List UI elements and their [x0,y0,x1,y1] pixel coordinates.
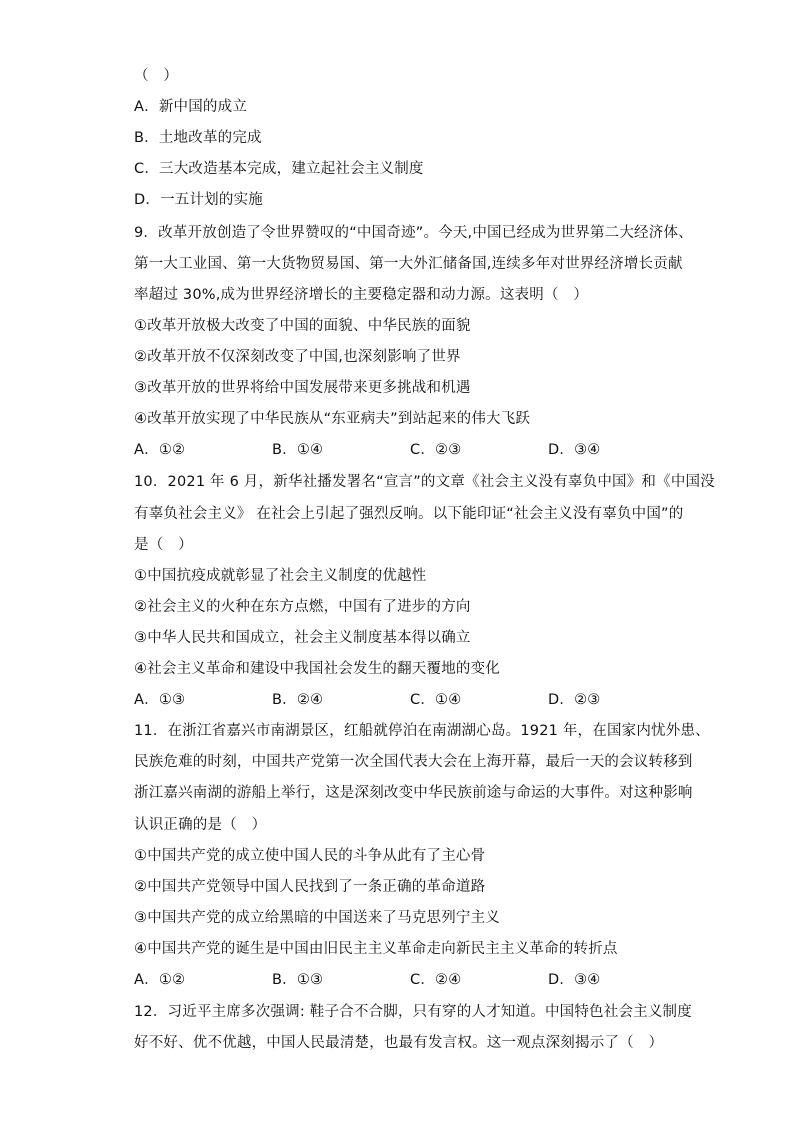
q10-stem-line-1: 10．2021 年 6 月，新华社播发署名“宣言”的文章《社会主义没有辜负中国》和《中国没 [134,474,715,490]
q9-statement-3: ③改革开放的世界将给中国发展带来更多挑战和机遇 [134,380,471,396]
q10-statement-1: ①中国抗疫成就彰显了社会主义制度的优越性 [134,568,427,584]
q8-option-b: B．土地改革的完成 [134,130,262,146]
q12-stem-line-1: 12．习近平主席多次强调: 鞋子合不合脚，只有穿的人才知道。中国特色社会主义制度 [134,1004,692,1020]
q9-option-d: D．③④ [548,442,601,458]
q10-statement-4: ④社会主义革命和建设中我国社会发生的翻天覆地的变化 [134,661,500,677]
answer-bracket: （ ） [134,68,179,84]
q10-statement-3: ③中华人民共和国成立，社会主义制度基本得以确立 [134,630,471,646]
q11-statement-1: ①中国共产党的成立使中国人民的斗争从此有了主心骨 [134,848,486,864]
q11-stem-line-2: 民族危难的时刻，中国共产党第一次全国代表大会在上海开幕，最后一天的会议转移到 [134,754,693,770]
q10-option-c: C．①④ [410,692,462,708]
q12-stem-line-2: 好不好、优不优越，中国人民最清楚，也最有发言权。这一观点深刻揭示了（ ） [134,1035,664,1051]
q11-statement-3: ③中国共产党的成立给黑暗的中国送来了马克思列宁主义 [134,910,500,926]
q9-stem-line-1: 9．改革开放创造了令世界赞叹的“中国奇迹”。今天,中国已经成为世界第二大经济体、 [134,225,693,241]
q8-option-a: A．新中国的成立 [134,99,248,115]
q11-stem-line-3: 浙江嘉兴南湖的游船上举行，这是深刻改变中华民族前途与命运的大事件。对这种影响 [134,785,693,801]
q9-option-c: C．②③ [410,442,462,458]
q9-option-b: B．①④ [272,442,324,458]
q10-option-a: A．①③ [134,692,186,708]
q9-stem-line-3: 率超过 30%,成为世界经济增长的主要稳定器和动力源。这表明（ ） [134,287,589,303]
q11-option-a: A．①② [134,972,186,988]
q11-statement-4: ④中国共产党的诞生是中国由旧民主主义革命走向新民主主义革命的转折点 [134,941,618,957]
q9-stem-line-2: 第一大工业国、第一大货物贸易国、第一大外汇储备国,连续多年对世界经济增长贡献 [134,256,683,272]
q11-option-c: C．②④ [410,972,462,988]
q9-statement-1: ①改革开放极大改变了中国的面貌、中华民族的面貌 [134,318,471,334]
q10-option-b: B．②④ [272,692,324,708]
q10-stem-line-3: 是（ ） [134,537,193,553]
q11-stem-line-4: 认识正确的是（ ） [134,817,267,833]
q8-option-d: D．一五计划的实施 [134,192,263,208]
q10-option-d: D．②③ [548,692,601,708]
q9-option-a: A．①② [134,442,186,458]
q11-option-d: D．③④ [548,972,601,988]
q11-statement-2: ②中国共产党领导中国人民找到了一条正确的革命道路 [134,879,486,895]
q9-statement-2: ②改革开放不仅深刻改变了中国,也深刻影响了世界 [134,349,461,365]
q10-statement-2: ②社会主义的火种在东方点燃，中国有了进步的方向 [134,599,471,615]
q9-statement-4: ④改革开放实现了中华民族从“东亚病夫”到站起来的伟大飞跃 [134,411,531,427]
q11-option-b: B．①③ [272,972,324,988]
q11-stem-line-1: 11．在浙江省嘉兴市南湖景区，红船就停泊在南湖湖心岛。1921 年，在国家内忧外患、 [134,723,710,739]
q8-option-c: C．三大改造基本完成，建立起社会主义制度 [134,161,424,177]
q10-stem-line-2: 有辜负社会主义》 在社会上引起了强烈反响。以下能印证“社会主义没有辜负中国”的 [134,506,684,522]
